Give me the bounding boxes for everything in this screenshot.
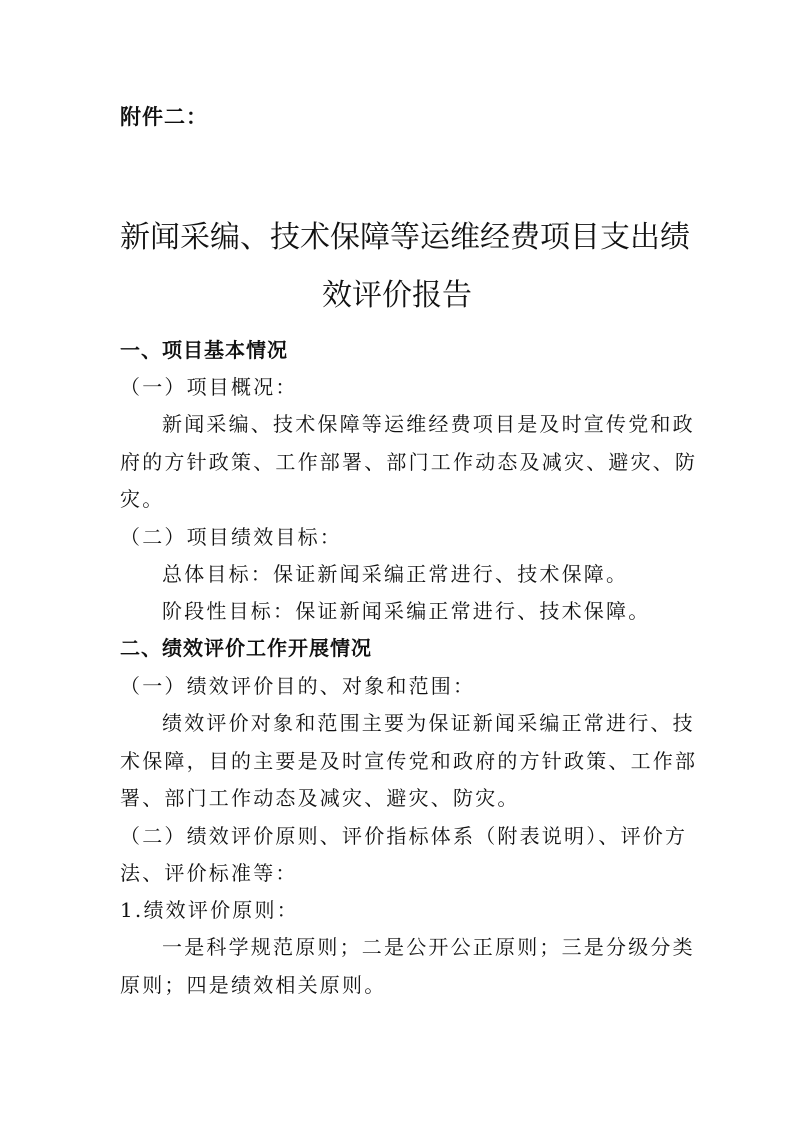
section-1-sub-1-para-line-1: 新闻采编、技术保障等运维经费项目是及时宣传党和政 [162,412,695,436]
section-2-sub-2-heading-line-2: 法、评价标准等： [120,861,298,885]
item-1-heading: 1.绩效评价原则： [120,898,299,922]
section-2-heading: 二、绩效评价工作开展情况 [120,636,372,660]
item-1-para-line-2: 原则；四是绩效相关原则。 [120,973,387,997]
report-title-line-2: 效评价报告 [322,278,472,313]
section-1-sub-1-para-line-3: 灾。 [120,487,165,511]
section-1-heading: 一、项目基本情况 [120,338,288,362]
section-2-sub-1-heading: （一）绩效评价目的、对象和范围： [120,674,476,698]
section-1-sub-1-para-line-2: 府的方针政策、工作部署、部门工作动态及减灾、避灾、防 [120,450,698,474]
section-1-sub-1-heading: （一）项目概况： [120,375,298,399]
section-1-sub-2-heading: （二）项目绩效目标： [120,525,342,549]
phase-goal: 阶段性目标：保证新闻采编正常进行、技术保障。 [162,599,651,623]
overall-goal: 总体目标：保证新闻采编正常进行、技术保障。 [162,562,629,586]
item-1-para-line-1: 一是科学规范原则；二是公开公正原则；三是分级分类 [162,935,695,959]
section-2-sub-1-para-line-3: 署、部门工作动态及减灾、避灾、防灾。 [120,786,520,810]
section-2-sub-2-heading-line-1: （二）绩效评价原则、评价指标体系（附表说明）、评价方 [120,824,688,848]
attachment-label: 附件二： [120,105,208,129]
section-2-sub-1-para-line-2: 术保障，目的主要是及时宣传党和政府的方针政策、工作部 [120,749,698,773]
section-2-sub-1-para-line-1: 绩效评价对象和范围主要为保证新闻采编正常进行、技 [162,711,695,735]
report-title-line-1: 新闻采编、技术保障等运维经费项目支出绩 [120,220,690,255]
